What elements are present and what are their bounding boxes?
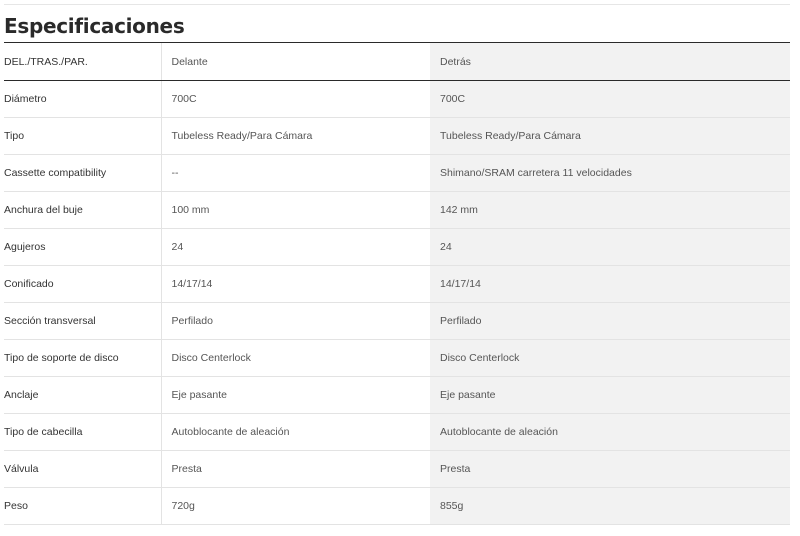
rear-value: 855g bbox=[430, 488, 790, 525]
row-label: Sección transversal bbox=[4, 303, 161, 340]
rear-value: Perfilado bbox=[430, 303, 790, 340]
column-header-rear: Detrás bbox=[430, 43, 790, 81]
row-label: Tipo bbox=[4, 118, 161, 155]
front-value: Presta bbox=[161, 451, 430, 488]
table-row bbox=[4, 488, 790, 525]
row-label: Cassette compatibility bbox=[4, 155, 161, 192]
table-row bbox=[4, 414, 790, 451]
rear-value: Disco Centerlock bbox=[430, 340, 790, 377]
row-label: Conificado bbox=[4, 266, 161, 303]
table-row bbox=[4, 303, 790, 340]
table-row bbox=[4, 155, 790, 192]
column-header-position: DEL./TRAS./PAR. bbox=[4, 43, 161, 81]
top-divider bbox=[4, 4, 790, 5]
front-value: 24 bbox=[161, 229, 430, 266]
front-value: 700C bbox=[161, 81, 430, 118]
table-row bbox=[4, 340, 790, 377]
front-value: Eje pasante bbox=[161, 377, 430, 414]
table-row bbox=[4, 81, 790, 118]
front-value: 720g bbox=[161, 488, 430, 525]
table-row bbox=[4, 377, 790, 414]
rear-value: 24 bbox=[430, 229, 790, 266]
rear-value: Shimano/SRAM carretera 11 velocidades bbox=[430, 155, 790, 192]
row-label: Peso bbox=[4, 488, 161, 525]
rear-value: Presta bbox=[430, 451, 790, 488]
table-row bbox=[4, 118, 790, 155]
rear-value: Eje pasante bbox=[430, 377, 790, 414]
row-label: Anclaje bbox=[4, 377, 161, 414]
row-label: Tipo de cabecilla bbox=[4, 414, 161, 451]
rear-value: Autoblocante de aleación bbox=[430, 414, 790, 451]
front-value: 100 mm bbox=[161, 192, 430, 229]
rear-value: 700C bbox=[430, 81, 790, 118]
rear-value: Tubeless Ready/Para Cámara bbox=[430, 118, 790, 155]
table-row bbox=[4, 266, 790, 303]
rear-value: 14/17/14 bbox=[430, 266, 790, 303]
section-title: Especificaciones bbox=[4, 14, 185, 38]
spec-table bbox=[4, 42, 790, 525]
table-header-row bbox=[4, 43, 790, 81]
table-row bbox=[4, 229, 790, 266]
row-label: Tipo de soporte de disco bbox=[4, 340, 161, 377]
table-row bbox=[4, 192, 790, 229]
front-value: 14/17/14 bbox=[161, 266, 430, 303]
row-label: Diámetro bbox=[4, 81, 161, 118]
table-row bbox=[4, 451, 790, 488]
front-value: Tubeless Ready/Para Cámara bbox=[161, 118, 430, 155]
front-value: Autoblocante de aleación bbox=[161, 414, 430, 451]
row-label: Válvula bbox=[4, 451, 161, 488]
column-header-front: Delante bbox=[161, 43, 430, 81]
row-label: Agujeros bbox=[4, 229, 161, 266]
rear-value: 142 mm bbox=[430, 192, 790, 229]
front-value: Disco Centerlock bbox=[161, 340, 430, 377]
row-label: Anchura del buje bbox=[4, 192, 161, 229]
front-value: -- bbox=[161, 155, 430, 192]
front-value: Perfilado bbox=[161, 303, 430, 340]
